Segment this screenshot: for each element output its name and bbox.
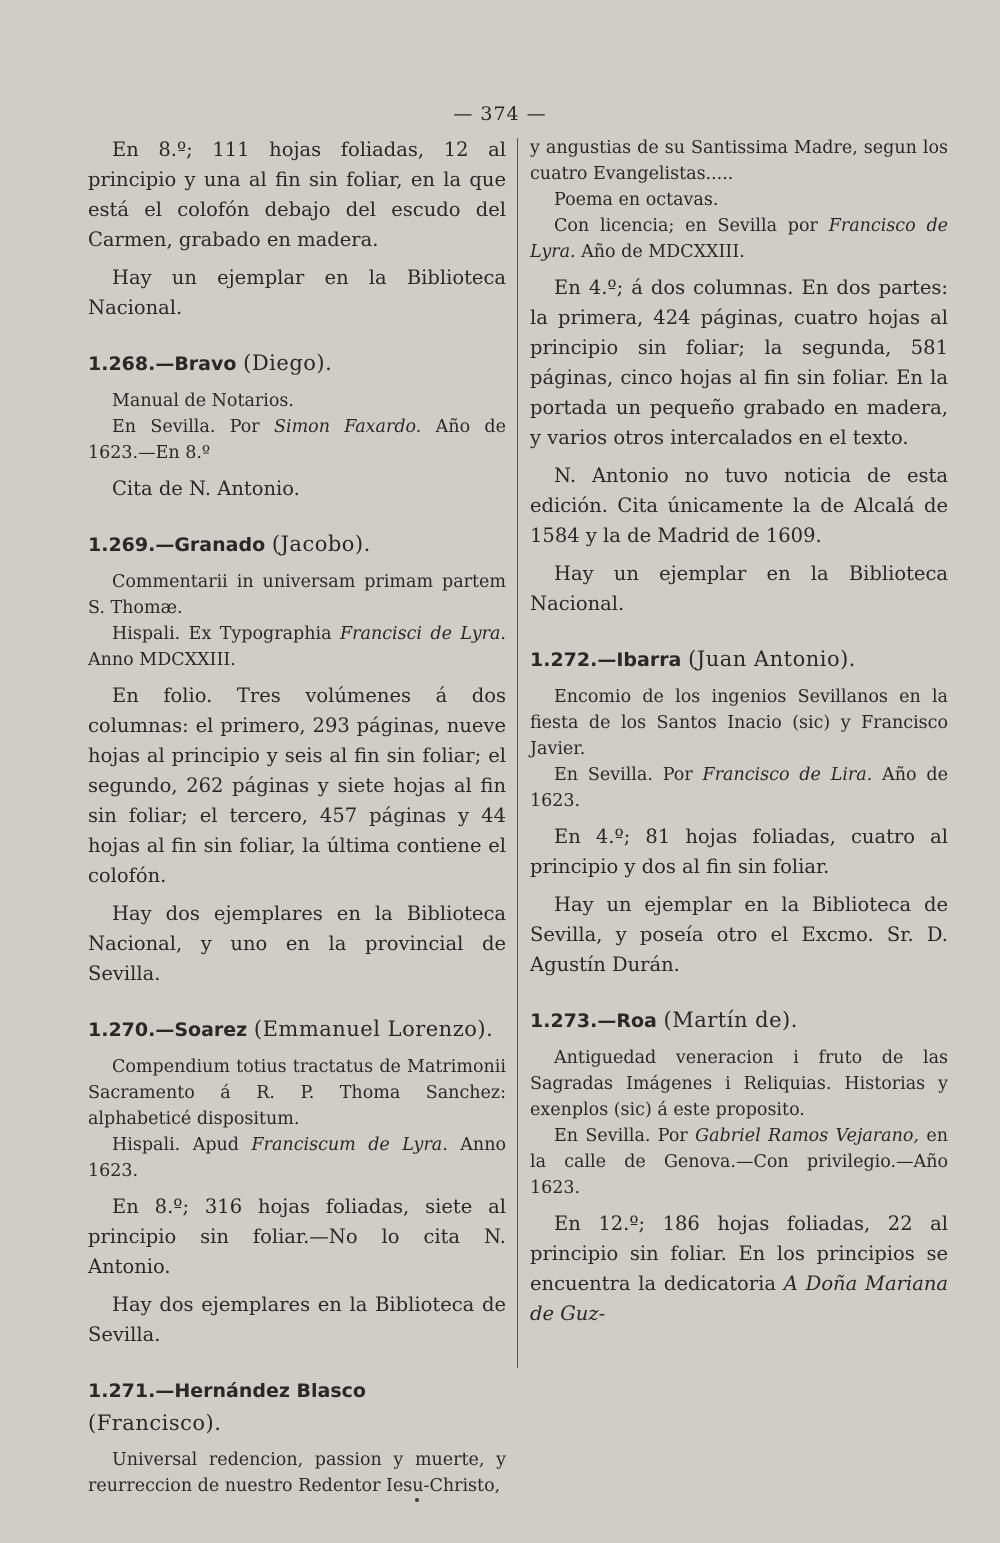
bibliographic-title-line (530, 213, 948, 265)
printer-name-italic: A Doña Mariana de Guz- (530, 1272, 949, 1325)
entry-author-surname: —Roa (597, 1010, 657, 1032)
description-paragraph (530, 559, 948, 619)
entry-number: 1.268. (88, 353, 156, 375)
column-divider (517, 138, 518, 1368)
paragraph-text: En 12.º; 186 hojas foliadas, 22 al principio sin foliar. En los principios se encuentra la dedicatoria (530, 1212, 948, 1295)
catalog-entry-heading (88, 347, 506, 380)
paragraph-text: En folio. Tres volúmenes á dos columnas: el primero, 293 páginas, nueve hojas al principio y seis al fin sin foliar; el segundo, 262 páginas y siete hojas al fin sin foliar; el tercero, 457 páginas y 44 hojas al fin sin foliar, la última contiene el colofón. (88, 684, 506, 887)
bibliographic-title-line (88, 621, 506, 673)
paragraph-text: Encomio de los ingenios Sevillanos en la fiesta de los Santos Inacio (sic) y Francisco Javier. (530, 687, 948, 759)
left-column (88, 135, 506, 1499)
entry-author-surname: —Hernández Blasco (155, 1380, 366, 1402)
paragraph-text-after: Anno 1623. (88, 1135, 506, 1181)
entry-author-given: (Emmanuel Lorenzo). (253, 1017, 494, 1041)
paragraph-text: Hispali. Apud (112, 1135, 252, 1155)
description-paragraph (530, 461, 948, 551)
description-paragraph (88, 135, 506, 255)
paragraph-text: Hay dos ejemplares en la Biblioteca Nacional, y uno en la provincial de Sevilla. (88, 902, 506, 985)
description-paragraph (530, 1209, 948, 1329)
paragraph-text: En Sevilla. Por (554, 1126, 696, 1146)
paragraph-text-after: Año de 1623.—En 8.º (88, 417, 506, 463)
entry-author-surname: —Bravo (155, 353, 237, 375)
description-paragraph (530, 890, 948, 980)
description-paragraph (530, 273, 948, 453)
paragraph-text: En Sevilla. Por (554, 765, 703, 785)
ink-speck (415, 1498, 419, 1502)
description-paragraph (88, 681, 506, 891)
printer-name-italic: Simon Faxardo. (273, 417, 422, 437)
entry-author-given: (Martín de). (663, 1008, 798, 1032)
entry-number: 1.272. (530, 649, 598, 671)
entry-number: 1.271. (88, 1380, 156, 1402)
paragraph-text: y angustias de su Santissima Madre, segun los cuatro Evangelistas..... (530, 138, 948, 184)
catalog-entry-heading (88, 528, 506, 561)
entry-author-given: (Francisco). (88, 1411, 222, 1435)
printer-name-italic: Francisco de Lira. (702, 765, 873, 785)
bibliographic-title-line (88, 569, 506, 621)
bibliographic-title-line (88, 388, 506, 414)
entry-author-given: (Juan Antonio). (688, 647, 856, 671)
paragraph-text: Poema en octavas. (554, 190, 719, 210)
paragraph-text-after: en la calle de Genova.—Con privilegio.—Año 1623. (530, 1126, 948, 1198)
bibliographic-title-line (88, 1054, 506, 1132)
bibliographic-title-line (530, 1045, 948, 1123)
paragraph-text-after: Año de MDCXXIII. (575, 242, 745, 262)
bibliographic-title-line (530, 187, 948, 213)
paragraph-text: Hay dos ejemplares en la Biblioteca de Sevilla. (88, 1293, 506, 1346)
catalog-entry-heading (88, 1013, 506, 1046)
catalog-entry-heading (88, 1374, 506, 1439)
description-paragraph (88, 899, 506, 989)
paragraph-text: Hay un ejemplar en la Biblioteca Nacional. (88, 266, 506, 319)
page-number: — 374 — (453, 103, 547, 125)
bibliographic-title-line (530, 1123, 948, 1201)
bibliographic-title-line (530, 762, 948, 814)
bibliographic-title-line (88, 414, 506, 466)
printer-name-italic: Francisci de Lyra. (340, 624, 506, 644)
entry-number: 1.273. (530, 1010, 598, 1032)
paragraph-text: Hispali. Ex Typographia (112, 624, 340, 644)
paragraph-text: En 4.º; á dos columnas. En dos partes: la primera, 424 páginas, cuatro hojas al principio sin foliar; la segunda, 581 páginas, cinco hojas al fin sin foliar. En la portada un pequeño grabado en madera, y varios otros intercalados en el texto. (530, 276, 948, 449)
bibliographic-title-line (88, 1132, 506, 1184)
description-paragraph (88, 263, 506, 323)
bibliographic-title-line (88, 1447, 506, 1499)
description-paragraph (88, 474, 506, 504)
paragraph-text: En 4.º; 81 hojas foliadas, cuatro al principio y dos al fin sin foliar. (530, 825, 948, 878)
paragraph-text: Hay un ejemplar en la Biblioteca Nacional. (530, 562, 948, 615)
printer-name-italic: Gabriel Ramos Vejarano, (695, 1126, 919, 1146)
printer-name-italic: Franciscum de Lyra. (251, 1135, 448, 1155)
entry-author-surname: —Ibarra (597, 649, 682, 671)
description-paragraph (88, 1192, 506, 1282)
catalog-entry-heading (530, 643, 948, 676)
description-paragraph (530, 822, 948, 882)
catalog-entry-heading (530, 1004, 948, 1037)
paragraph-text: Cita de N. Antonio. (112, 477, 300, 500)
entry-author-surname: —Soarez (155, 1019, 248, 1041)
paragraph-text: En 8.º; 316 hojas foliadas, siete al principio sin foliar.—No lo cita N. Antonio. (88, 1195, 506, 1278)
paragraph-text: Antiguedad veneracion i fruto de las Sagradas Imágenes i Reliquias. Historias y exenplos (sic) á este proposito. (530, 1048, 948, 1120)
paragraph-text: En 8.º; 111 hojas foliadas, 12 al principio y una al fin sin foliar, en la que está el colofón debajo del escudo del Carmen, grabado en madera. (88, 138, 506, 251)
paragraph-text-after: Año de 1623. (530, 765, 948, 811)
paragraph-text: En Sevilla. Por (112, 417, 274, 437)
bibliographic-title-line (530, 135, 948, 187)
description-paragraph (88, 1290, 506, 1350)
entry-author-given: (Diego). (243, 351, 333, 375)
entry-author-surname: —Granado (155, 534, 266, 556)
paragraph-text: Compendium totius tractatus de Matrimonii Sacramento á R. P. Thoma Sanchez: alphabeticé dispositum. (88, 1057, 506, 1129)
entry-author-given: (Jacobo). (271, 532, 371, 556)
paragraph-text: Commentarii in universam primam partem S. Thomæ. (88, 572, 506, 618)
entry-number: 1.269. (88, 534, 156, 556)
paragraph-text: Hay un ejemplar en la Biblioteca de Sevilla, y poseía otro el Excmo. Sr. D. Agustín Durán. (530, 893, 948, 976)
entry-number: 1.270. (88, 1019, 156, 1041)
paragraph-text: N. Antonio no tuvo noticia de esta edición. Cita únicamente la de Alcalá de 1584 y la de Madrid de 1609. (530, 464, 948, 547)
printer-name-italic: Francisco de Lyra. (530, 216, 948, 262)
paragraph-text: Universal redencion, passion y muerte, y reurreccion de nuestro Redentor Iesu-Christo, (88, 1450, 506, 1496)
right-column (530, 135, 948, 1337)
bibliographic-title-line (530, 684, 948, 762)
paragraph-text-after: Anno MDCXXIII. (88, 650, 236, 670)
paragraph-text: Manual de Notarios. (112, 391, 294, 411)
paragraph-text: Con licencia; en Sevilla por (554, 216, 829, 236)
